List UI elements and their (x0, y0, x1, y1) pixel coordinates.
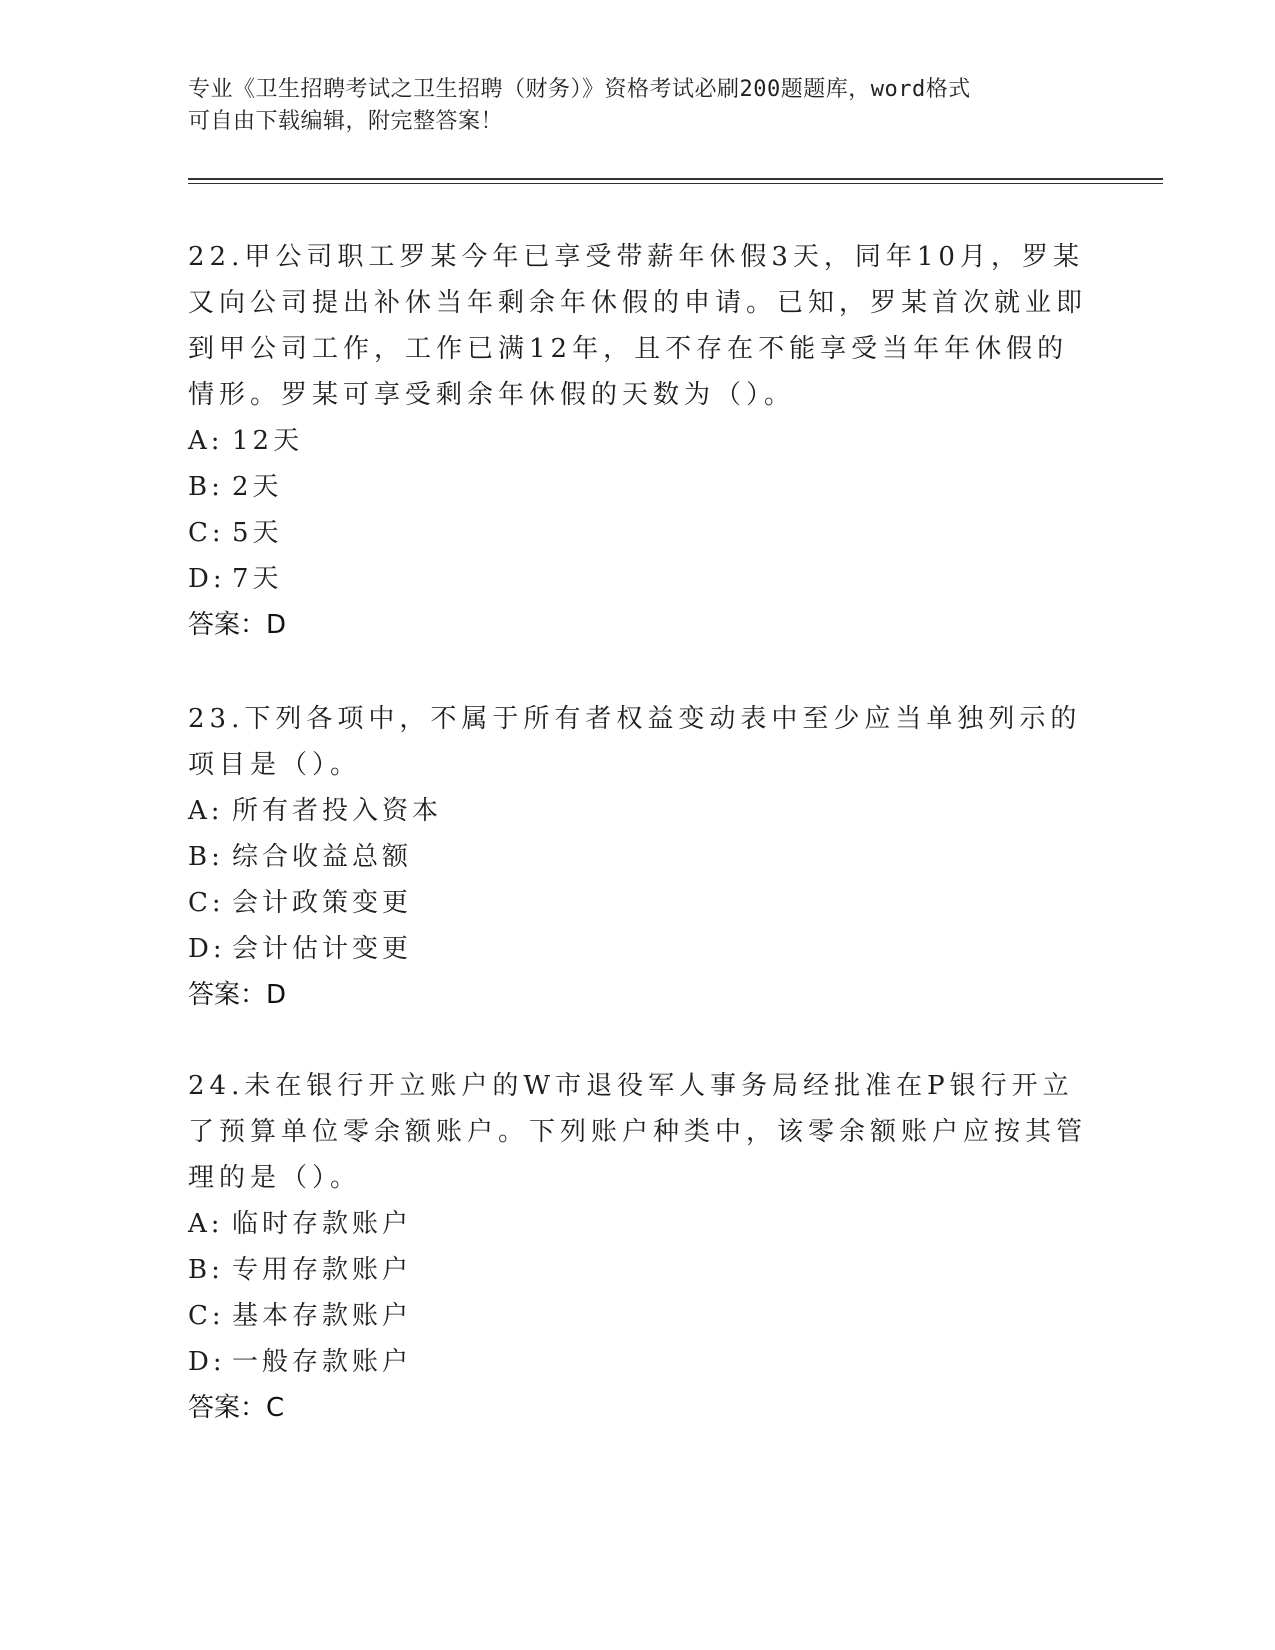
option-letter: D: (188, 934, 226, 964)
option-text: 5天 (232, 518, 283, 548)
option-text: 会计政策变更 (232, 888, 413, 918)
option-text: 会计估计变更 (232, 934, 413, 964)
option-text: 2天 (232, 472, 283, 502)
option-d (188, 556, 1088, 602)
option-a (188, 1201, 1088, 1247)
question-stem: 24.未在银行开立账户的W市退役军人事务局经批准在P银行开立了预算单位零余额账户。下列账户种类中，该零余额账户应按其管理的是（）。 (188, 1071, 1088, 1193)
header-divider (188, 178, 1163, 184)
option-d (188, 1339, 1088, 1385)
option-text: 7天 (232, 564, 283, 594)
option-a (188, 788, 1088, 834)
option-text: 一般存款账户 (232, 1347, 413, 1377)
option-letter: A: (188, 796, 224, 826)
header-line-2: 可自由下载编辑，附完整答案！ (188, 109, 504, 134)
option-text: 临时存款账户 (232, 1209, 413, 1239)
option-letter: B: (188, 842, 224, 872)
option-text: 基本存款账户 (232, 1301, 413, 1331)
option-b (188, 1247, 1088, 1293)
document-header (188, 74, 1088, 138)
answer-label: 答案： (188, 610, 267, 640)
answer-line (188, 602, 1088, 648)
answer-value: C (266, 1393, 285, 1423)
answer-value: D (266, 980, 287, 1010)
option-text: 专用存款账户 (232, 1255, 413, 1285)
answer-label: 答案： (188, 1393, 267, 1423)
option-a (188, 418, 1088, 464)
option-letter: B: (188, 472, 224, 502)
option-text: 综合收益总额 (232, 842, 413, 872)
option-letter: C: (188, 518, 225, 548)
option-letter: B: (188, 1255, 224, 1285)
option-letter: A: (188, 1209, 224, 1239)
answer-line (188, 1385, 1088, 1431)
option-text: 所有者投入资本 (232, 796, 443, 826)
option-letter: D: (188, 1347, 226, 1377)
option-letter: A: (188, 426, 224, 456)
question-stem: 23.下列各项中，不属于所有者权益变动表中至少应当单独列示的项目是（）。 (188, 704, 1082, 780)
option-b (188, 464, 1088, 510)
question-stem: 22.甲公司职工罗某今年已享受带薪年休假3天，同年10月，罗某又向公司提出补休当年剩余年休假的申请。已知，罗某首次就业即到甲公司工作，工作已满12年，且不存在不能享受当年年休假的情形。罗某可享受剩余年休假的天数为（）。 (188, 242, 1088, 410)
answer-value: D (266, 610, 287, 640)
option-letter: D: (188, 564, 226, 594)
question-22 (188, 234, 1088, 648)
answer-line (188, 972, 1088, 1018)
option-c (188, 510, 1088, 556)
option-d (188, 926, 1088, 972)
option-letter: C: (188, 888, 225, 918)
question-23 (188, 696, 1088, 1018)
option-text: 12天 (232, 426, 304, 456)
option-c (188, 880, 1088, 926)
option-b (188, 834, 1088, 880)
option-letter: C: (188, 1301, 225, 1331)
answer-label: 答案： (188, 980, 267, 1010)
question-24 (188, 1063, 1088, 1431)
header-line-1: 专业《卫生招聘考试之卫生招聘（财务）》资格考试必刷200题题库，word格式 (188, 77, 971, 102)
option-c (188, 1293, 1088, 1339)
